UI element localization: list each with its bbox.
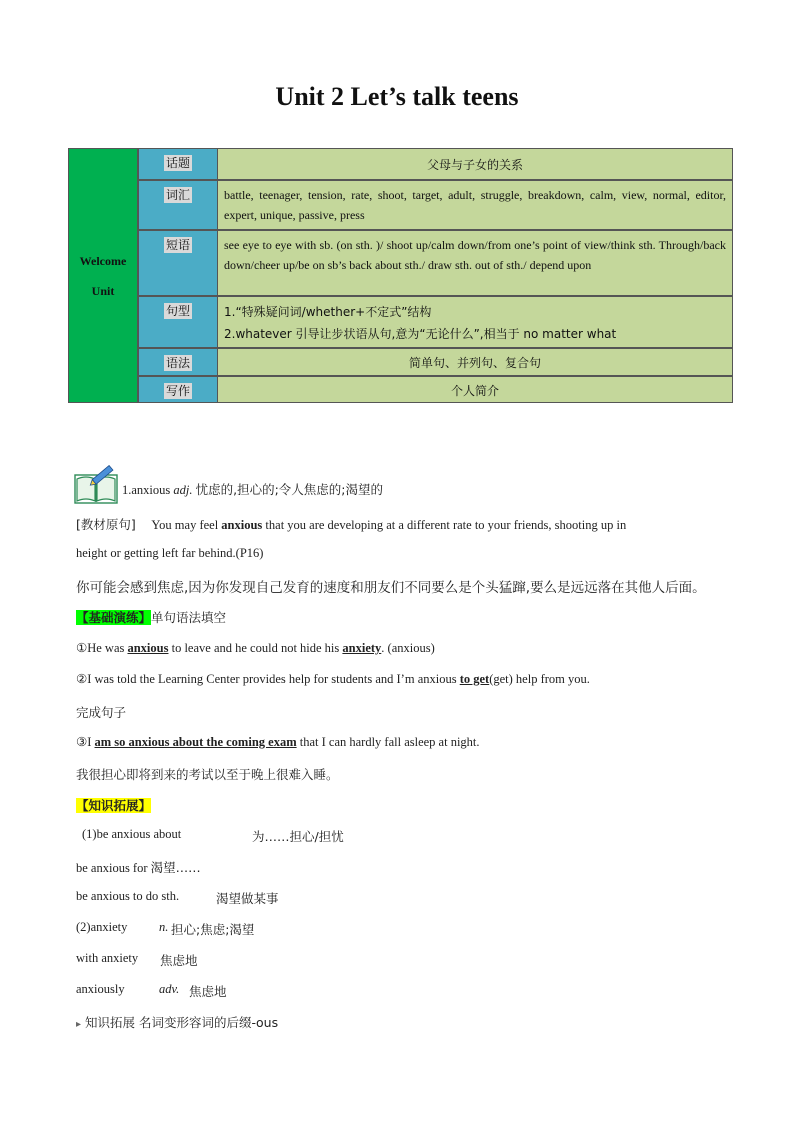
source-text: You may feel <box>151 518 222 532</box>
extension-item: (1)be anxious about 为……担心/担忧 <box>82 827 344 844</box>
row-value: 个人简介 <box>218 376 733 403</box>
pattern-1: 1.“特殊疑问词/whether+不定式”结构 <box>224 305 432 319</box>
book-pencil-icon <box>74 465 118 505</box>
headword-line <box>122 480 383 498</box>
section-label-line2: Unit <box>91 283 115 298</box>
answer: am so anxious about the coming exam <box>94 735 297 749</box>
row-value: battle, teenager, tension, rate, shoot, target, adult, struggle, breakdown, calm, view, normal, editor, expert, unique, passive, press <box>218 180 733 230</box>
section-cell <box>68 148 138 403</box>
exercise-3: ③I am so anxious about the coming exam that I can hardly fall asleep at night. <box>76 734 480 749</box>
overview-table <box>68 148 733 403</box>
row-label: 话题 <box>138 148 218 180</box>
answer: anxious <box>127 641 169 655</box>
extension-item: (2)anxiety n. 担心;焦虑;渴望 <box>76 920 255 937</box>
row-label: 句型 <box>138 296 218 348</box>
extension-item: be anxious to do sth. 渴望做某事 <box>76 889 279 906</box>
section-label-line1: Welcome <box>79 253 127 268</box>
source-text: that you are developing at a different rate to your friends, shooting up in <box>262 518 627 532</box>
answer: anxiety <box>342 641 382 655</box>
row-writing <box>138 376 733 403</box>
practice-tag: 【基础演练】 <box>76 610 152 625</box>
part-of-speech: adj. <box>173 483 193 497</box>
row-label: 写作 <box>138 376 218 403</box>
practice-title: 单句语法填空 <box>151 610 227 625</box>
exercise-2: ②I was told the Learning Center provides help for students and I’m anxious to get(get) help from you. <box>76 671 590 686</box>
row-sentence-patterns <box>138 296 733 348</box>
row-value: see eye to eye with sb. (on sth. )/ shoot up/calm down/from one’s point of view/think sth. Through/back down/cheer up/be on sb’s back about sth./ draw sth. out of sth./ depend upon <box>218 230 733 296</box>
extension-2-title: 知识拓展 名词变形容词的后缀-ous <box>85 1015 279 1030</box>
triangle-icon: ▸ <box>76 1019 82 1030</box>
extension-item: anxiously adv. 焦虑地 <box>76 982 227 999</box>
exercise-number: ② <box>76 671 88 686</box>
practice-heading <box>76 608 226 626</box>
source-label: [教材原句] <box>76 517 136 532</box>
source-sentence-line2: height or getting left far behind.(P16) <box>76 546 264 560</box>
exercise-3-translation: 我很担心即将到来的考试以至于晚上很难入睡。 <box>76 767 339 782</box>
complete-heading: 完成句子 <box>76 705 127 720</box>
row-value: 简单句、并列句、复合句 <box>218 348 733 376</box>
exercise-1: ①He was anxious to leave and he could not hide his anxiety. (anxious) <box>76 640 435 655</box>
headword: 1.anxious <box>122 483 171 497</box>
page-title: Unit 2 Let’s talk teens <box>275 82 519 111</box>
exercise-number: ③ <box>76 734 88 749</box>
extension-2-heading <box>76 1013 278 1031</box>
row-label: 词汇 <box>138 180 218 230</box>
row-grammar <box>138 348 733 376</box>
source-sentence-line1 <box>76 515 626 533</box>
pattern-2: 2.whatever 引导让步状语从句,意为“无论什么”,相当于 no matter what <box>224 327 617 341</box>
source-translation: 你可能会感到焦虑,因为你发现自己发育的速度和朋友们不同要么是个头猛蹿,要么是远远落在其他人后面。 <box>76 580 706 596</box>
row-phrases <box>138 230 733 296</box>
row-value <box>218 296 733 348</box>
answer: to get <box>459 672 490 686</box>
extension-item: be anxious for 渴望…… <box>76 860 201 875</box>
extension-item: with anxiety 焦虑地 <box>76 951 198 968</box>
row-label: 语法 <box>138 348 218 376</box>
row-value: 父母与子女的关系 <box>218 148 733 180</box>
exercise-number: ① <box>76 640 88 655</box>
row-vocabulary <box>138 180 733 230</box>
row-topic <box>138 148 733 180</box>
extension-tag: 【知识拓展】 <box>76 798 152 813</box>
source-keyword: anxious <box>221 518 263 532</box>
extension-heading <box>76 796 151 814</box>
row-label: 短语 <box>138 230 218 296</box>
headword-meaning: 忧虑的,担心的;令人焦虑的;渴望的 <box>195 482 384 497</box>
